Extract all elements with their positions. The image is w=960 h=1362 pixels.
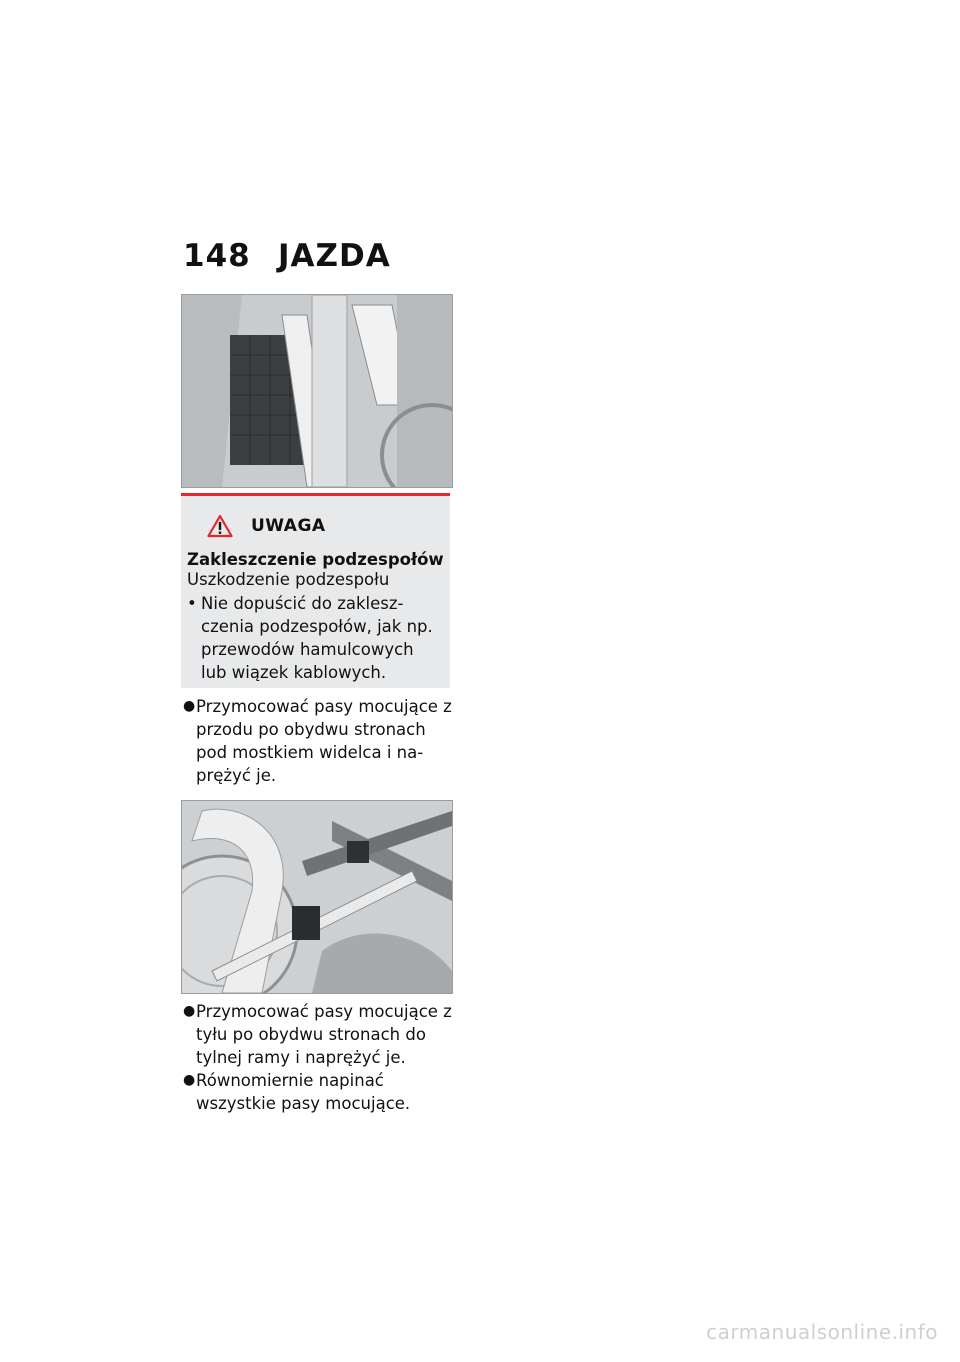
list-item (183, 1069, 453, 1115)
warning-subheading: Uszkodzenie podzespołu (187, 570, 390, 589)
warning-bullet-text: Nie dopuścić do zaklesz-czenia podzespołów, jak np. przewodów hamulcowych lub wiązek kablowych. (201, 594, 433, 682)
list-item (183, 695, 453, 787)
section-title: JAZDA (278, 238, 391, 274)
page-number: 148 (183, 238, 251, 274)
warning-box (181, 493, 450, 688)
steps-list-rear (183, 1000, 453, 1115)
page-header (183, 238, 391, 274)
warning-heading: Zakleszczenie podzespołów (187, 550, 444, 569)
warning-label: UWAGA (251, 516, 326, 536)
bullet-dot-icon: ● (183, 1003, 196, 1019)
warning-header (207, 514, 444, 538)
bullet-dot-icon: • (187, 594, 197, 613)
front-fork-strap-photo (181, 294, 453, 488)
bullet-dot-icon: ● (183, 1072, 196, 1088)
warning-triangle-icon (207, 514, 233, 538)
warning-bullet (187, 592, 444, 684)
list-item-text: Równomiernie napinać wszystkie pasy mocujące. (196, 1071, 411, 1113)
watermark: carmanualsonline.info (706, 1320, 938, 1344)
rear-frame-strap-photo (181, 800, 453, 994)
bullet-dot-icon: ● (183, 698, 196, 714)
list-item-text: Przymocować pasy mocujące z tyłu po obydwu stronach do tylnej ramy i naprężyć je. (196, 1002, 452, 1067)
list-item-text: Przymocować pasy mocujące z przodu po obydwu stronach pod mostkiem widelca i na-prężyć je. (196, 697, 452, 785)
steps-list-front (183, 695, 453, 787)
list-item (183, 1000, 453, 1069)
